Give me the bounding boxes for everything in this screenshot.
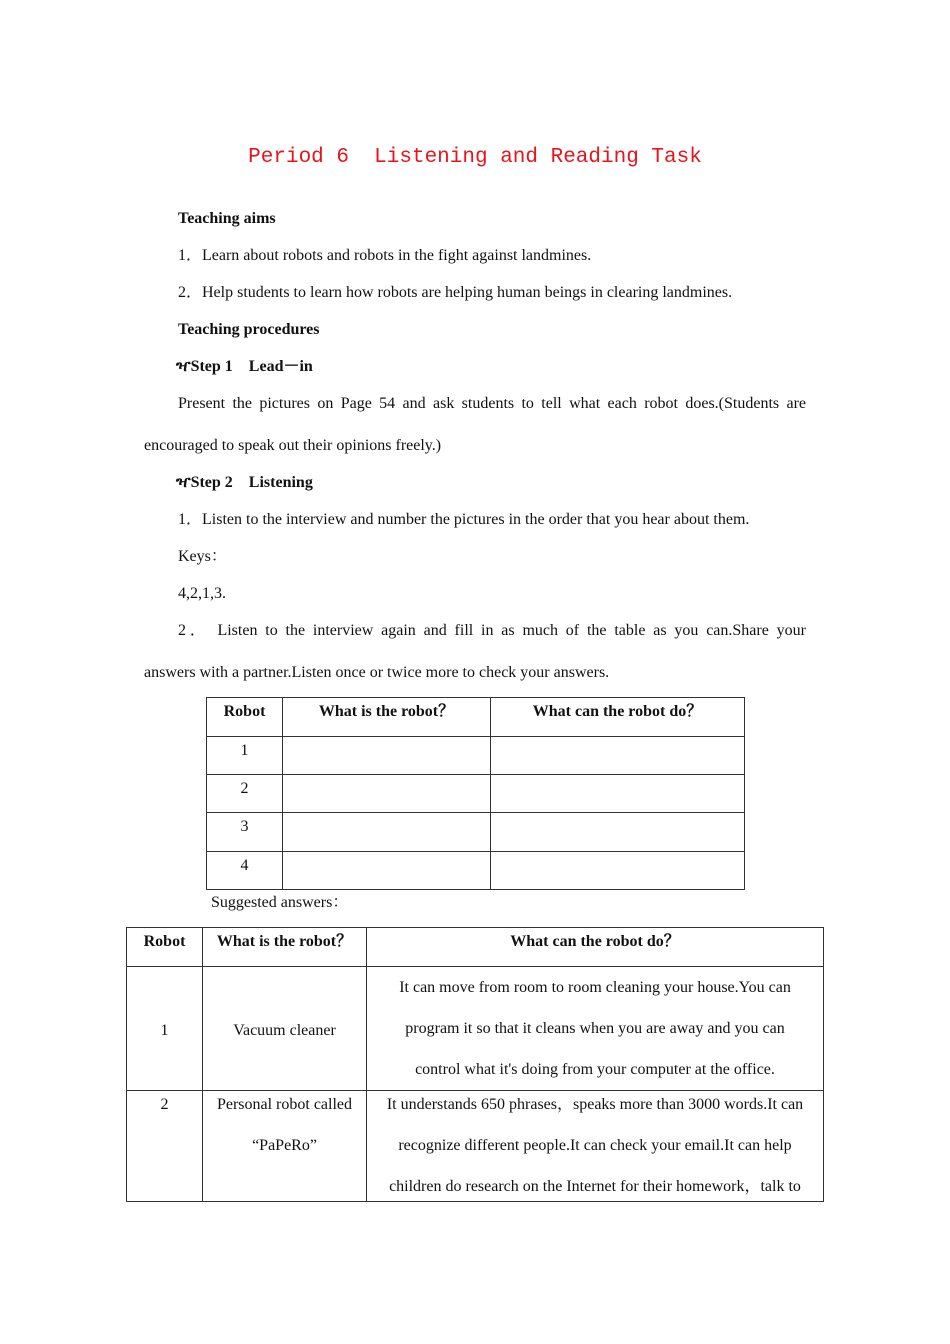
col-header: What can the robot do？ <box>491 698 745 737</box>
robot-abilities <box>367 1091 824 1202</box>
text-line: It understands 650 phrases，speaks more than 3000 words.It can <box>386 1096 804 1113</box>
procedures-heading: Teaching procedures <box>178 321 320 338</box>
text-line: “PaPeRo” <box>252 1137 317 1154</box>
table-row <box>207 813 745 852</box>
col-header: What can the robot do？ <box>367 928 824 967</box>
row-number: 3 <box>207 813 283 852</box>
step2-item2-cont: answers with a partner.Listen once or twice more to check your answers. <box>144 664 610 681</box>
text-line: control what it's doing from your computer at the office. <box>415 1061 775 1078</box>
robot-name: Vacuum cleaner <box>203 967 367 1091</box>
row-number: 1 <box>127 967 203 1091</box>
blank-cell <box>283 852 491 890</box>
keys-value: 4,2,1,3. <box>178 585 226 602</box>
keys-label: Keys： <box>178 548 227 565</box>
suggested-label: Suggested answers： <box>211 894 349 911</box>
col-header: What is the robot？ <box>203 928 367 967</box>
row-number: 1 <box>207 737 283 775</box>
answer-table-blank <box>206 697 745 890</box>
text-line: It can move from room to room cleaning your house.You can <box>399 979 791 996</box>
table-row <box>127 967 824 1091</box>
blank-cell <box>283 775 491 813</box>
col-header: What is the robot？ <box>283 698 491 737</box>
blank-cell <box>491 737 745 775</box>
robot-abilities <box>367 967 824 1091</box>
step2-item2: 2． Listen to the interview again and fill in as much of the table as you can.Share your <box>178 622 806 639</box>
aims-heading: Teaching aims <box>178 210 276 227</box>
blank-cell <box>491 852 745 890</box>
step2-item1: 1．Listen to the interview and number the pictures in the order that you hear about them. <box>178 511 750 528</box>
table-row <box>207 852 745 890</box>
blank-cell <box>491 813 745 852</box>
blank-cell <box>283 813 491 852</box>
text-line: recognize different people.It can check your email.It can help <box>398 1137 792 1154</box>
step1-text: Present the pictures on Page 54 and ask students to tell what each robot does.(Students are <box>178 395 806 412</box>
robot-name <box>203 1091 367 1202</box>
table-row <box>207 775 745 813</box>
row-number: 2 <box>127 1091 203 1202</box>
row-number: 4 <box>207 852 283 890</box>
text-line: program it so that it cleans when you are away and you can <box>405 1020 785 1037</box>
table-row <box>127 1091 824 1202</box>
step2-heading: ዣStep 2 Listening <box>176 474 313 491</box>
col-header: Robot <box>207 698 283 737</box>
page-title: Period 6 Listening and Reading Task <box>248 146 702 169</box>
blank-cell <box>283 737 491 775</box>
aim-item: 2．Help students to learn how robots are helping human beings in clearing landmines. <box>178 284 733 301</box>
text-line: Personal robot called <box>216 1096 353 1113</box>
blank-cell <box>491 775 745 813</box>
step1-heading: ዣStep 1 Lead－in <box>176 358 313 375</box>
step1-text-cont: encouraged to speak out their opinions freely.) <box>144 437 442 454</box>
table-row <box>207 737 745 775</box>
col-header: Robot <box>127 928 203 967</box>
row-number: 2 <box>207 775 283 813</box>
aim-item: 1．Learn about robots and robots in the fight against landmines. <box>178 247 592 264</box>
suggested-answers-table <box>126 927 824 1202</box>
text-line: children do research on the Internet for their homework，talk to <box>389 1178 801 1195</box>
